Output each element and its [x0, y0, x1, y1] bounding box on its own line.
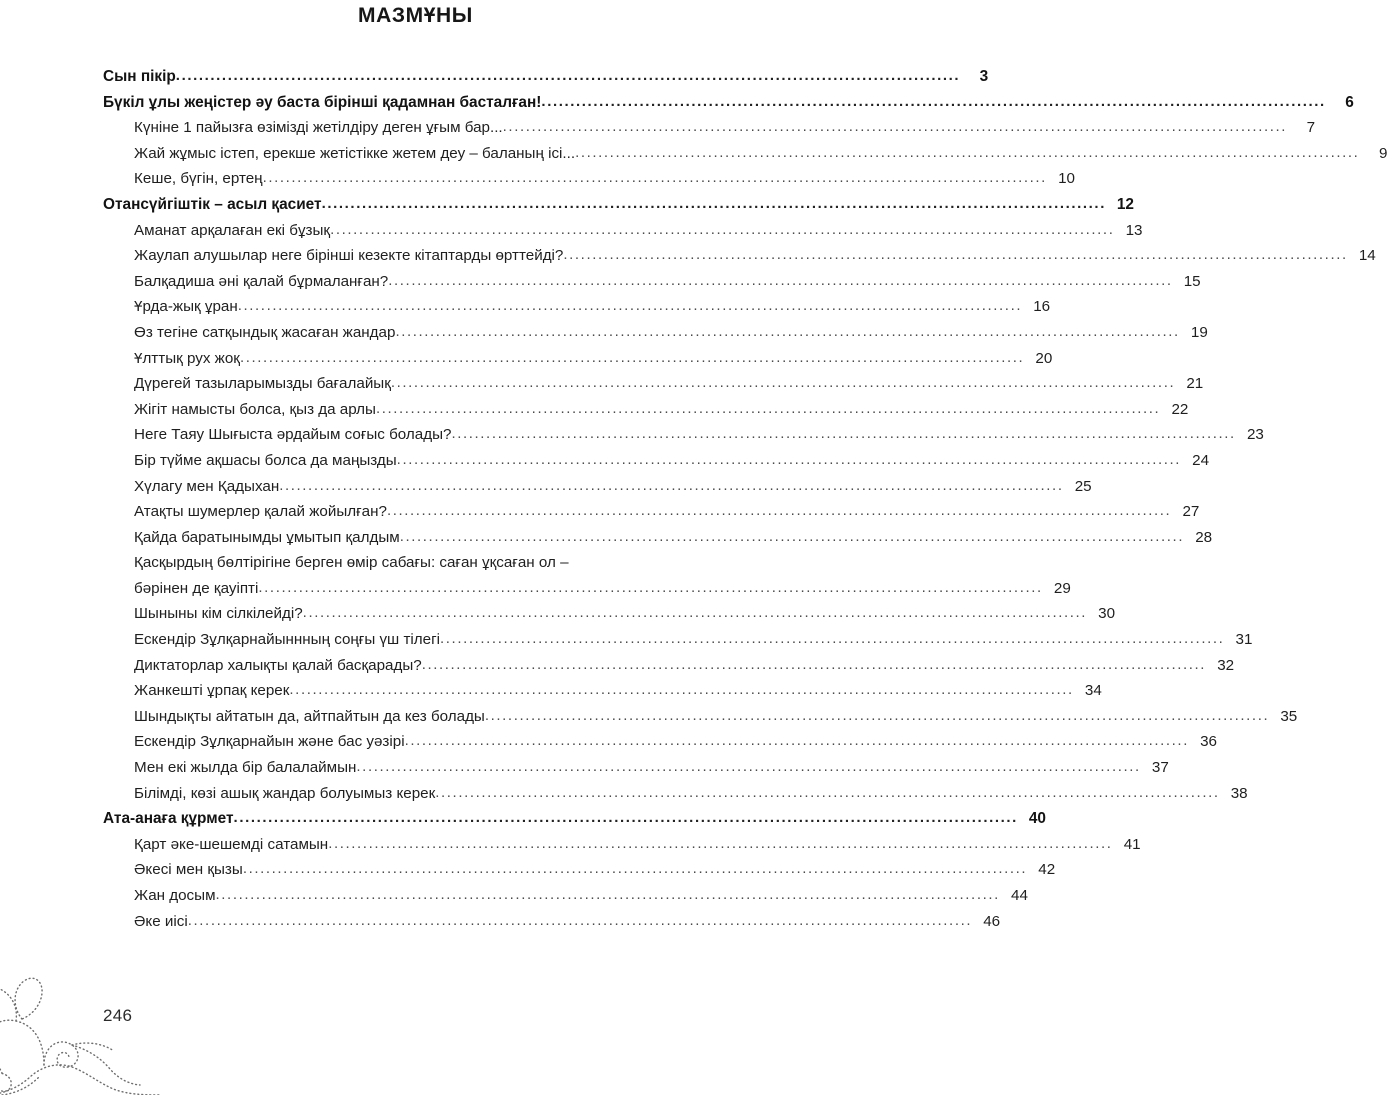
toc-entry-page-number: 44	[1011, 887, 1028, 904]
toc-entry[interactable]	[103, 115, 1316, 141]
toc-leader-dots	[234, 805, 1018, 831]
toc-entry-page-number: 16	[1033, 298, 1051, 316]
toc-entry[interactable]	[103, 550, 792, 576]
toc-entry-page-number: 24	[1192, 451, 1210, 469]
toc-entry[interactable]	[103, 832, 1141, 858]
toc-entry-label: Жан досым	[134, 887, 216, 904]
toc-leader-dots	[356, 754, 1140, 780]
toc-entry-label: Жанкешті ұрпақ керек	[134, 682, 290, 700]
toc-entry-label: Жаулап алушылар неге бірінші кезекте кітаптарды өрттейді?	[134, 247, 564, 265]
toc-entry-label: Ұрда-жық ұран	[134, 298, 238, 316]
toc-leader-dots	[435, 780, 1219, 806]
toc-entry[interactable]	[103, 243, 1376, 269]
toc-leader-dots	[303, 600, 1087, 626]
toc-entry-page-number: 38	[1230, 784, 1248, 802]
toc-entry-label: Аманат арқалаған екі бұзық	[134, 221, 331, 239]
toc-entry[interactable]	[103, 576, 1071, 602]
toc-leader-dots	[405, 728, 1189, 754]
toc-entry-page-number: 3	[979, 68, 989, 85]
toc-entry-label: Сын пікір	[103, 68, 176, 85]
toc-leader-dots	[397, 447, 1181, 473]
toc-leader-dots	[388, 268, 1172, 294]
toc-entry-page-number: 13	[1125, 221, 1143, 239]
toc-entry[interactable]	[103, 755, 1169, 781]
toc-entry-label: Хүлагу мен Қадыхан	[134, 477, 280, 495]
toc-entry[interactable]	[103, 90, 1354, 116]
toc-entry[interactable]	[103, 64, 989, 90]
toc-entry-page-number: 10	[1058, 170, 1075, 188]
toc-leader-dots	[238, 293, 1022, 319]
toc-entry-page-number: 37	[1151, 759, 1169, 777]
toc-leader-dots	[216, 882, 1000, 908]
toc-entry-page-number: 20	[1035, 349, 1053, 367]
toc-entry[interactable]	[103, 806, 1046, 832]
page-folio-number: 246	[103, 1006, 133, 1025]
toc-leader-dots	[240, 345, 1024, 371]
toc-entry-label: Шындықты айтатын да, айтпайтын да кез болады	[134, 707, 485, 725]
toc-entry-label: Қарт әке-шешемді сатамын	[134, 835, 329, 853]
toc-entry-label: Атақты шумерлер қалай жойылған?	[134, 503, 387, 521]
toc-entry-label: Әкесі мен қызы	[134, 861, 243, 879]
toc-entry[interactable]	[103, 141, 1387, 167]
toc-entry-label: Қасқырдың бөлтірігіне берген өмір сабағы: саған ұқсаған ол –	[134, 554, 569, 572]
toc-entry-label: Ата-анаға құрмет	[103, 810, 234, 828]
toc-leader-dots	[322, 191, 1106, 217]
toc-entry[interactable]	[103, 729, 1217, 755]
toc-entry[interactable]	[103, 678, 1102, 704]
toc-entry[interactable]	[103, 397, 1189, 423]
toc-entry[interactable]	[103, 883, 1028, 909]
toc-leader-dots	[395, 319, 1179, 345]
toc-entry-label: Өз тегіне сатқындық жасаған жандар	[134, 323, 396, 341]
toc-entry-page-number: 32	[1217, 656, 1235, 674]
toc-entry-page-number: 34	[1084, 682, 1102, 700]
toc-entry-page-number: 31	[1235, 631, 1253, 649]
toc-leader-dots	[330, 217, 1114, 243]
toc-entry[interactable]	[103, 448, 1210, 474]
toc-entry[interactable]	[103, 627, 1253, 653]
toc-leader-dots	[391, 370, 1175, 396]
toc-entry[interactable]	[103, 218, 1143, 244]
toc-entry[interactable]	[103, 525, 1213, 551]
toc-entry[interactable]	[103, 601, 1116, 627]
toc-entry-label: бәрінен де қауіпті	[134, 579, 259, 597]
toc-entry-page-number: 27	[1182, 503, 1200, 521]
toc-entry-page-number: 36	[1200, 733, 1217, 751]
toc-entry-label: Мен екі жылда бір балалаймын	[134, 759, 357, 777]
toc-leader-dots	[328, 831, 1112, 857]
toc-leader-dots	[176, 63, 960, 89]
toc-entry[interactable]	[103, 371, 1204, 397]
toc-entry-page-number: 22	[1171, 400, 1189, 418]
toc-entry[interactable]	[103, 857, 1056, 883]
toc-leader-dots	[188, 908, 972, 934]
toc-entry-page-number: 23	[1246, 426, 1264, 444]
toc-entry-page-number: 25	[1074, 477, 1092, 495]
toc-entry-label: Ескендір Зұлқарнайын және бас уәзірі	[134, 733, 405, 751]
toc-leader-dots	[440, 626, 1224, 652]
toc-leader-dots	[387, 498, 1171, 524]
toc-entry-page-number: 12	[1116, 195, 1134, 213]
page-title: МАЗМҰНЫ	[358, 4, 473, 27]
toc-leader-dots	[563, 242, 1347, 268]
toc-entry[interactable]	[103, 422, 1264, 448]
toc-entry-label: Әке иісі	[134, 912, 188, 930]
toc-leader-dots	[400, 524, 1184, 550]
toc-entry-page-number: 14	[1358, 247, 1376, 265]
toc-entry[interactable]	[103, 269, 1201, 295]
toc-entry-label: Күніне 1 пайызға өзімізді жетілдіру деген ұғым бар...	[134, 119, 503, 137]
table-of-contents	[103, 64, 1387, 934]
toc-leader-dots	[503, 114, 1287, 140]
toc-entry-label: Жігіт намысты болса, қыз да арлы	[134, 400, 376, 418]
toc-entry-page-number: 6	[1345, 93, 1354, 111]
toc-entry[interactable]	[103, 294, 1051, 320]
toc-entry[interactable]	[103, 909, 1001, 935]
toc-entry-label: Дүрегей тазыларымызды бағалайық	[134, 375, 391, 393]
toc-entry-page-number: 30	[1098, 605, 1116, 623]
toc-entry-page-number: 29	[1053, 579, 1071, 597]
toc-entry[interactable]	[103, 346, 1053, 372]
toc-leader-dots	[258, 575, 1042, 601]
toc-entry[interactable]	[103, 704, 1298, 730]
toc-entry-label: Неге Таяу Шығыста әрдайым соғыс болады?	[134, 426, 452, 444]
toc-entry[interactable]	[103, 474, 1092, 500]
toc-entry-page-number: 15	[1183, 272, 1201, 290]
toc-entry[interactable]	[103, 192, 1134, 218]
toc-entry-page-number: 41	[1123, 835, 1141, 853]
toc-entry-page-number: 9	[1379, 144, 1387, 162]
toc-entry-label: Ескендір Зұлқарнайыннның соңғы үш тілегі	[134, 631, 441, 649]
toc-entry[interactable]	[103, 499, 1200, 525]
toc-entry-label: Балқадиша әні қалай бұрмаланған?	[134, 272, 389, 290]
toc-entry-page-number: 42	[1038, 861, 1056, 879]
toc-entry-label: Қайда баратынымды ұмытып қалдым	[134, 528, 400, 546]
toc-entry-label: Отансүйгіштік – асыл қасиет	[103, 195, 322, 213]
toc-entry-label: Жай жұмыс істеп, ерекше жетістікке жетем деу – баланың ісі...	[134, 144, 576, 162]
toc-entry-page-number: 46	[983, 912, 1001, 930]
toc-entry[interactable]	[103, 320, 1208, 346]
toc-entry-label: Бір түйме ақшасы болса да маңызды	[134, 451, 397, 469]
toc-entry-page-number: 28	[1195, 528, 1213, 546]
toc-leader-dots	[575, 140, 1359, 166]
toc-entry-label: Ұлттық рух жоқ	[134, 349, 240, 367]
toc-entry-label: Кеше, бүгін, ертең	[134, 170, 263, 188]
toc-leader-dots	[451, 421, 1235, 447]
toc-leader-dots	[243, 856, 1027, 882]
toc-leader-dots	[541, 89, 1325, 115]
toc-entry-page-number: 21	[1186, 375, 1204, 393]
toc-entry-page-number: 40	[1028, 810, 1046, 828]
toc-entry[interactable]	[103, 166, 1075, 192]
toc-entry[interactable]	[103, 781, 1248, 807]
toc-leader-dots	[289, 677, 1073, 703]
toc-entry-page-number: 7	[1306, 119, 1316, 137]
toc-leader-dots	[376, 396, 1160, 422]
toc-entry-label: Шыныны кім сілкілейді?	[134, 605, 303, 623]
toc-leader-dots	[263, 165, 1047, 191]
toc-leader-dots	[422, 652, 1206, 678]
toc-leader-dots	[485, 703, 1269, 729]
toc-entry-label: Диктаторлар халықты қалай басқарады?	[134, 656, 422, 674]
toc-entry-page-number: 35	[1280, 707, 1298, 725]
toc-entry-label: Бүкіл ұлы жеңістер әу баста бірінші қадамнан басталған!	[103, 93, 542, 111]
kazakh-corner-ornament-icon	[0, 945, 162, 1095]
toc-entry-label: Білімді, көзі ашық жандар болуымыз керек	[134, 784, 436, 802]
toc-entry-page-number: 19	[1190, 323, 1208, 341]
toc-entry[interactable]	[103, 653, 1235, 679]
toc-leader-dots	[279, 473, 1063, 499]
